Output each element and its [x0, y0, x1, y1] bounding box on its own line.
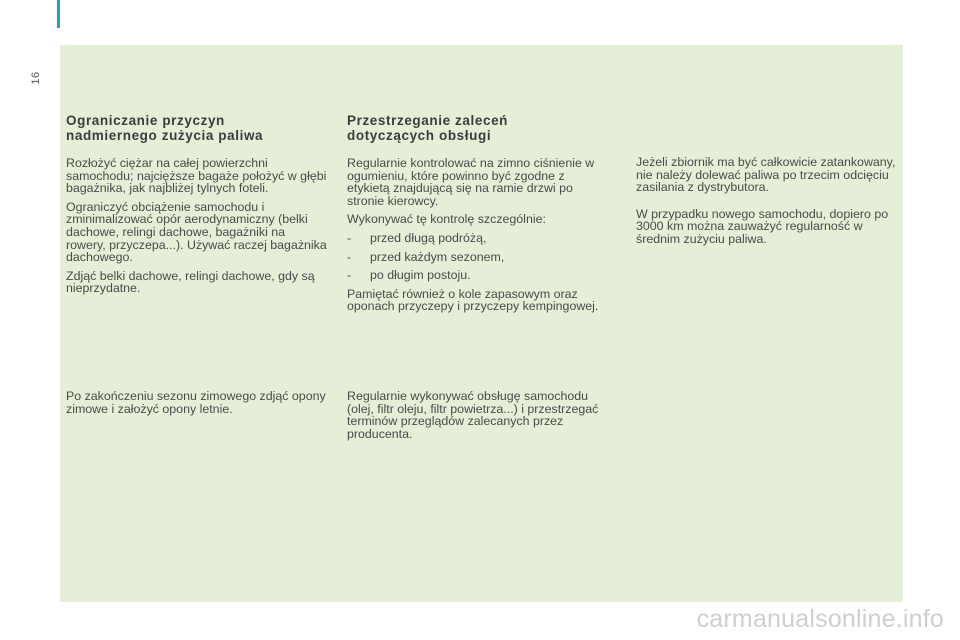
list-item-text: po długim postoju. — [370, 268, 471, 283]
page-number: 16 — [30, 71, 42, 85]
check-list — [347, 232, 609, 282]
list-item — [347, 232, 609, 245]
middle-spare-note: Pamiętać również o kole zapasowym oraz oponach przyczepy i przyczepy kempingowej. — [347, 286, 599, 314]
middle-bottom-paragraph: Regularnie wykonywać obsługę samochodu (olej, filtr oleju, filtr powietrza...) i przestrzegać terminów przeglądów zalecanych przez producenta. — [347, 389, 599, 441]
left-bottom-block — [66, 390, 328, 421]
list-dash: - — [347, 249, 352, 264]
list-item — [347, 269, 609, 282]
middle-check-lead: Wykonywać tę kontrolę szczególnie: — [347, 212, 546, 227]
list-item-text: przed każdym sezonem, — [370, 249, 505, 264]
list-item-text: przed długą podróżą, — [370, 230, 487, 245]
middle-intro-paragraph: Regularnie kontrolować na zimno ciśnienie w ogumieniu, które powinno być zgodne z etykietą znajdującą się na ramie drzwi po stronie kierowcy. — [347, 156, 595, 208]
left-bottom-paragraph: Po zakończeniu sezonu zimowego zdjąć opony zimowe i założyć opony letnie. — [66, 389, 326, 416]
left-paragraph-3: Zdjąć belki dachowe, relingi dachowe, gdy są nieprzydatne. — [66, 268, 315, 296]
list-dash: - — [347, 230, 352, 245]
watermark: carmanualsonline.info — [696, 605, 944, 633]
left-paragraph-1: Rozłożyć ciężar na całej powierzchni samochodu; najcięższe bagaże położyć w głębi bagażnika, jak najbliżej tylnych foteli. — [66, 156, 327, 196]
left-column — [66, 113, 328, 301]
middle-column-heading: Przestrzeganie zaleceń dotyczących obsługi — [347, 113, 509, 143]
right-paragraph-1: Jeżeli zbiornik ma być całkowicie zatankowany, nie należy dolewać paliwa po trzecim odcięciu zasilania z dystrybutora. — [636, 155, 896, 195]
left-paragraph-2: Ograniczyć obciążenie samochodu i zminimalizować opór aerodynamiczny (belki dachowe, relingi dachowe, bagażniki na rowery, przyczepa...). Używać raczej bagażnika dachowego. — [66, 199, 327, 265]
right-column — [636, 156, 898, 252]
list-dash: - — [347, 268, 352, 283]
middle-bottom-block — [347, 390, 609, 446]
list-item — [347, 251, 609, 264]
middle-column — [347, 113, 609, 319]
left-accent-rule — [57, 0, 60, 28]
left-column-heading: Ograniczanie przyczyn nadmiernego zużycia paliwa — [66, 113, 264, 143]
right-paragraph-2: W przypadku nowego samochodu, dopiero po 3000 km można zauważyć regularność w średnim zużyciu paliwa. — [636, 206, 889, 246]
